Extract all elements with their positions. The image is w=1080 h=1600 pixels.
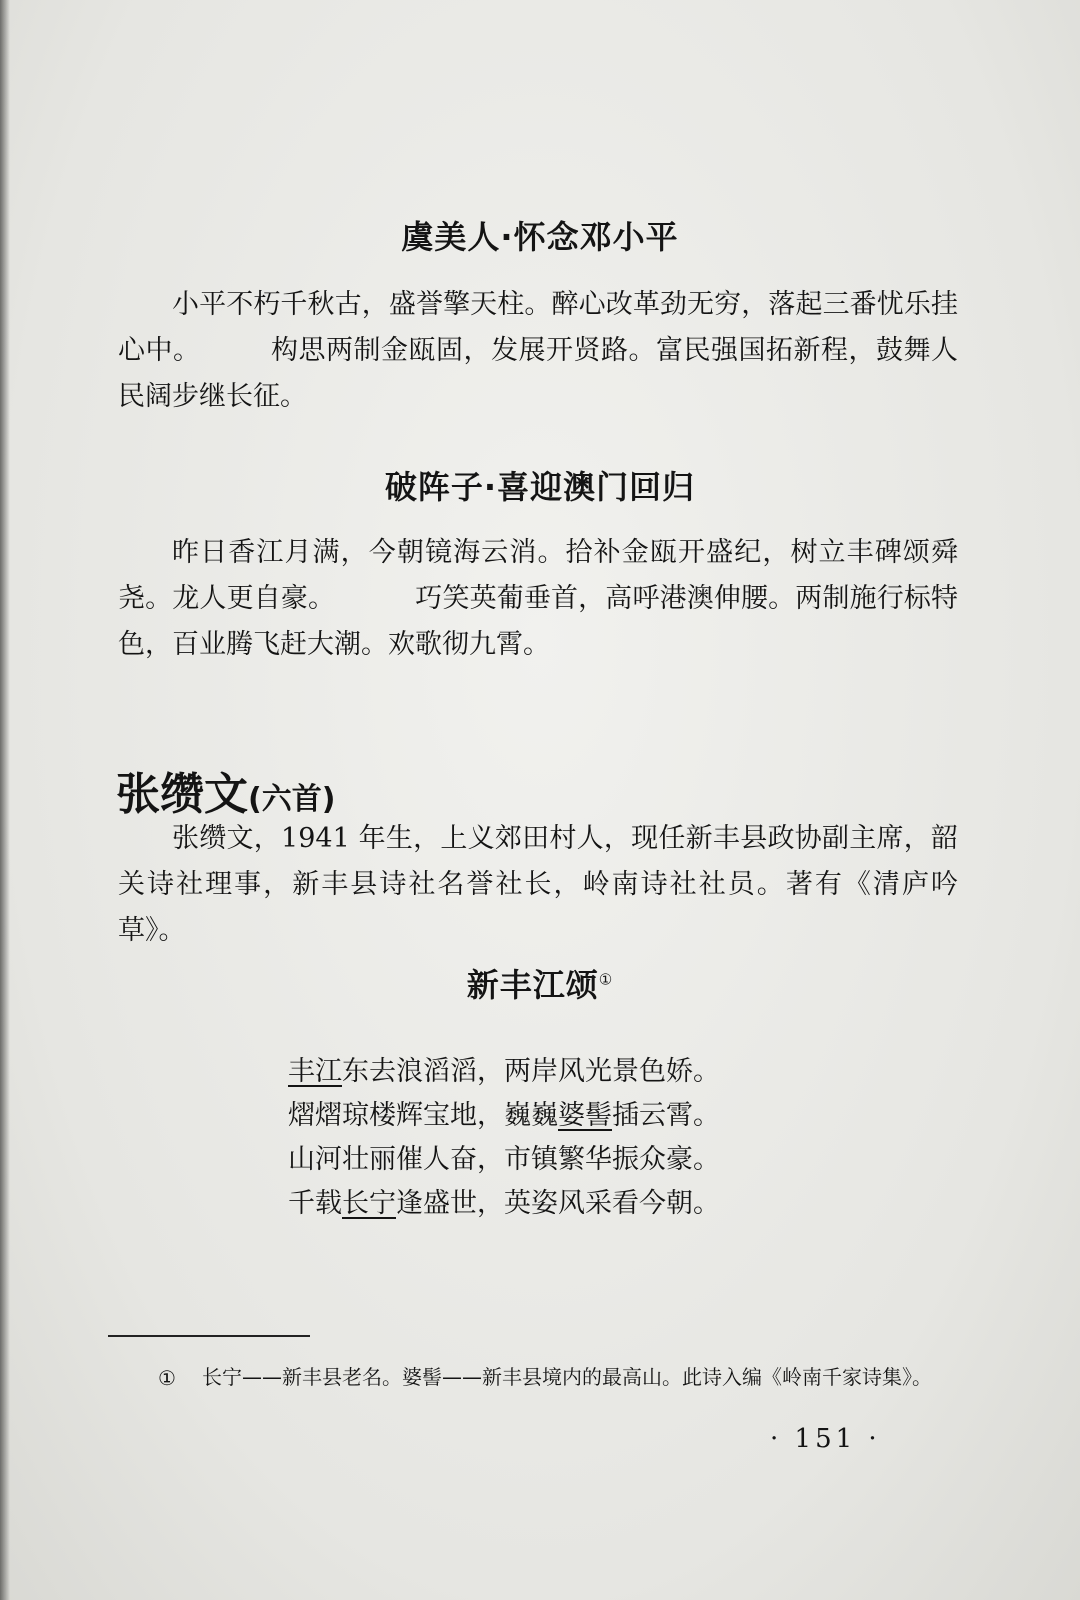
verse-line-3: 山河壮丽催人奋，市镇繁华振众豪。 xyxy=(288,1144,720,1175)
verse-line-4 xyxy=(288,1182,720,1226)
verse-line-1 xyxy=(288,1050,720,1094)
poem-title-2: 破阵子·喜迎澳门回归 xyxy=(384,468,696,506)
verse-text: 插云霄。 xyxy=(612,1100,720,1131)
author-heading xyxy=(116,758,335,822)
underlined-place-name: 婆髻 xyxy=(558,1100,612,1131)
author-name: 张缵文 xyxy=(116,769,248,820)
poem-title-3 xyxy=(0,960,1080,1006)
verse-text: 千载 xyxy=(288,1188,342,1219)
poem-body-1 xyxy=(118,282,958,420)
footnote-text: 长宁——新丰县老名。婆髻——新丰县境内的最高山。此诗入编《岭南千家诗集》。 xyxy=(202,1365,932,1389)
verse-text: 熠熠琼楼辉宝地，巍巍 xyxy=(288,1100,558,1131)
underlined-place-name: 长宁 xyxy=(342,1188,396,1219)
footnote-mark: ① xyxy=(158,1366,176,1390)
page-number: · 151 · xyxy=(770,1424,881,1454)
poem-count: (六首) xyxy=(248,782,336,817)
poem-title-1: 虞美人·怀念邓小平 xyxy=(401,218,679,256)
poem-body-2 xyxy=(118,530,958,668)
author-bio: 张缵文，1941 年生，上义郊田村人，现任新丰县政协副主席，韶关诗社理事，新丰县诗社名誉社长，岭南诗社社员。著有《清庐吟草》。 xyxy=(118,823,958,946)
verse-block xyxy=(288,1050,720,1226)
poem-body-1-part2: 构思两制金瓯固，发展开贤路。富民强国拓新程，鼓舞人民阔步继长征。 xyxy=(118,335,958,412)
verse-text: 东去浪滔滔，两岸风光景色娇。 xyxy=(342,1056,720,1087)
poem-body-2-part1: 昨日香江月满，今朝镜海云消。拾补金瓯开盛纪，树立丰碑颂舜尧。龙人更自豪。 xyxy=(118,537,958,614)
poem-body-1-part1: 小平不朽千秋古，盛誉擎天柱。醉心改革劲无穷，落起三番忧乐挂心中。 xyxy=(118,289,958,366)
footnote-divider xyxy=(108,1335,310,1337)
verse-text: 逢盛世，英姿风采看今朝。 xyxy=(396,1188,720,1219)
footnote-ref: ① xyxy=(598,970,614,989)
poem-body-2-part2: 巧笑英葡垂首，高呼港澳伸腰。两制施行标特色，百业腾飞赶大潮。欢歌彻九霄。 xyxy=(118,583,959,660)
poem-title-3-text: 新丰江颂 xyxy=(466,966,599,1004)
verse-line-2 xyxy=(288,1094,720,1138)
underlined-place-name: 丰江 xyxy=(288,1056,342,1087)
